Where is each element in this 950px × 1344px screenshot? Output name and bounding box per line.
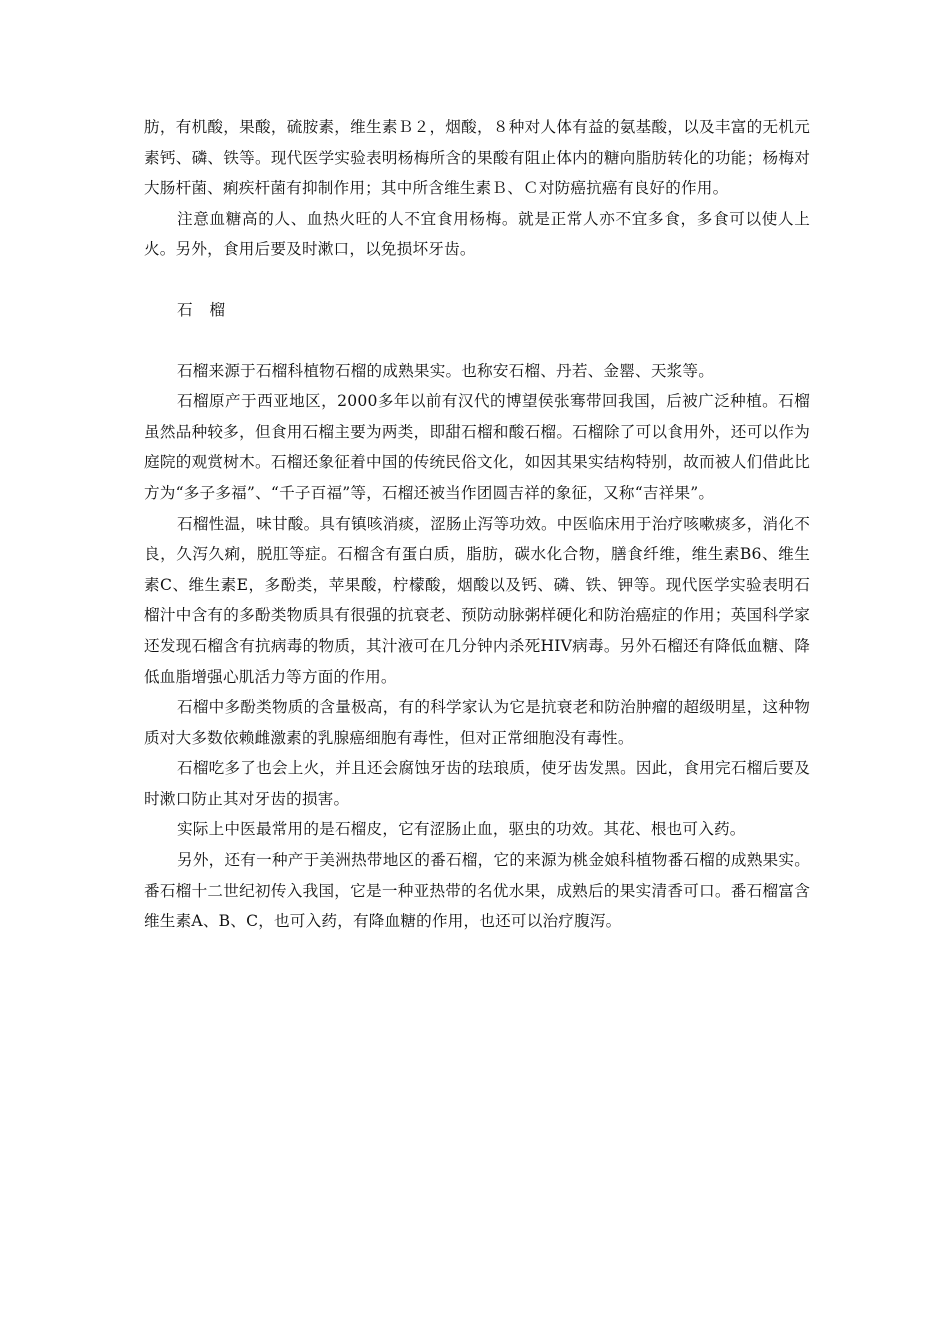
- paragraph-polyphenols: 石榴中多酚类物质的含量极高，有的科学家认为它是抗衰老和防治肿瘤的超级明星，这种物质对大多数依赖雌激素的乳腺癌细胞有毒性，但对正常细胞没有毒性。: [144, 698, 810, 747]
- paragraph-precautions: 石榴吃多了也会上火，并且还会腐蚀牙齿的珐琅质，使牙齿发黑。因此，食用完石榴后要及时漱口防止其对牙齿的损害。: [144, 759, 810, 808]
- spacer: [144, 265, 810, 295]
- paragraph-caution: 注意血糖高的人、血热火旺的人不宜食用杨梅。就是正常人亦不宜多食，多食可以使人上火。另外，食用后要及时漱口，以免损坏牙齿。: [144, 209, 810, 259]
- document-body: [144, 112, 810, 937]
- paragraph-history: 石榴原产于西亚地区，2000多年以前有汉代的博望侯张骞带回我国，后被广泛种植。石榴虽然品种较多，但食用石榴主要为两类，即甜石榴和酸石榴。石榴除了可以食用外，还可以作为庭院的观赏树木。石榴还象征着中国的传统民俗文化，如因其果实结构特别，故而被人们借此比方为“多子多福”、“千子百福”等，石榴还被当作团圆吉祥的象征，又称“吉祥果”。: [144, 392, 810, 502]
- section-heading: 石 榴: [177, 300, 232, 319]
- continued-paragraph-nutrients: 肪，有机酸，果酸，硫胺素，维生素Ｂ２，烟酸，８种对人体有益的氨基酸，以及丰富的无机元素钙、磷、铁等。现代医学实验表明杨梅所含的果酸有阻止体内的糖向脂肪转化的功能；杨梅对大肠杆菌、痢疾杆菌有抑制作用；其中所含维生素Ｂ、Ｃ对防癌抗癌有良好的作用。: [144, 118, 810, 198]
- paragraph-origin: 石榴来源于石榴科植物石榴的成熟果实。也称安石榴、丹若、金罂、天浆等。: [177, 361, 714, 380]
- spacer: [144, 326, 810, 356]
- paragraph-properties: 石榴性温，味甘酸。具有镇咳消痰，涩肠止泻等功效。中医临床用于治疗咳嗽痰多，消化不良，久泻久痢，脱肛等症。石榴含有蛋白质，脂肪，碳水化合物，膳食纤维，维生素B6、维生素C、维生素E，多酚类，苹果酸，柠檬酸，烟酸以及钙、磷、铁、钾等。现代医学实验表明石榴汁中含有的多酚类物质具有很强的抗衰老、预防动脉粥样硬化和防治癌症的作用；英国科学家还发现石榴含有抗病毒的物质，其汁液可在几分钟内杀死HIV病毒。另外石榴还有降低血糖、降低血脂增强心肌活力等方面的作用。: [144, 514, 810, 686]
- paragraph-peel: 实际上中医最常用的是石榴皮，它有涩肠止血，驱虫的功效。其花、根也可入药。: [177, 820, 746, 839]
- paragraph-guava: 另外，还有一种产于美洲热带地区的番石榴，它的来源为桃金娘科植物番石榴的成熟果实。番石榴十二世纪初传入我国，它是一种亚热带的名优水果，成熟后的果实清香可口。番石榴富含维生素A、B、C，也可入药，有降血糖的作用，也还可以治疗腹泻。: [144, 851, 810, 931]
